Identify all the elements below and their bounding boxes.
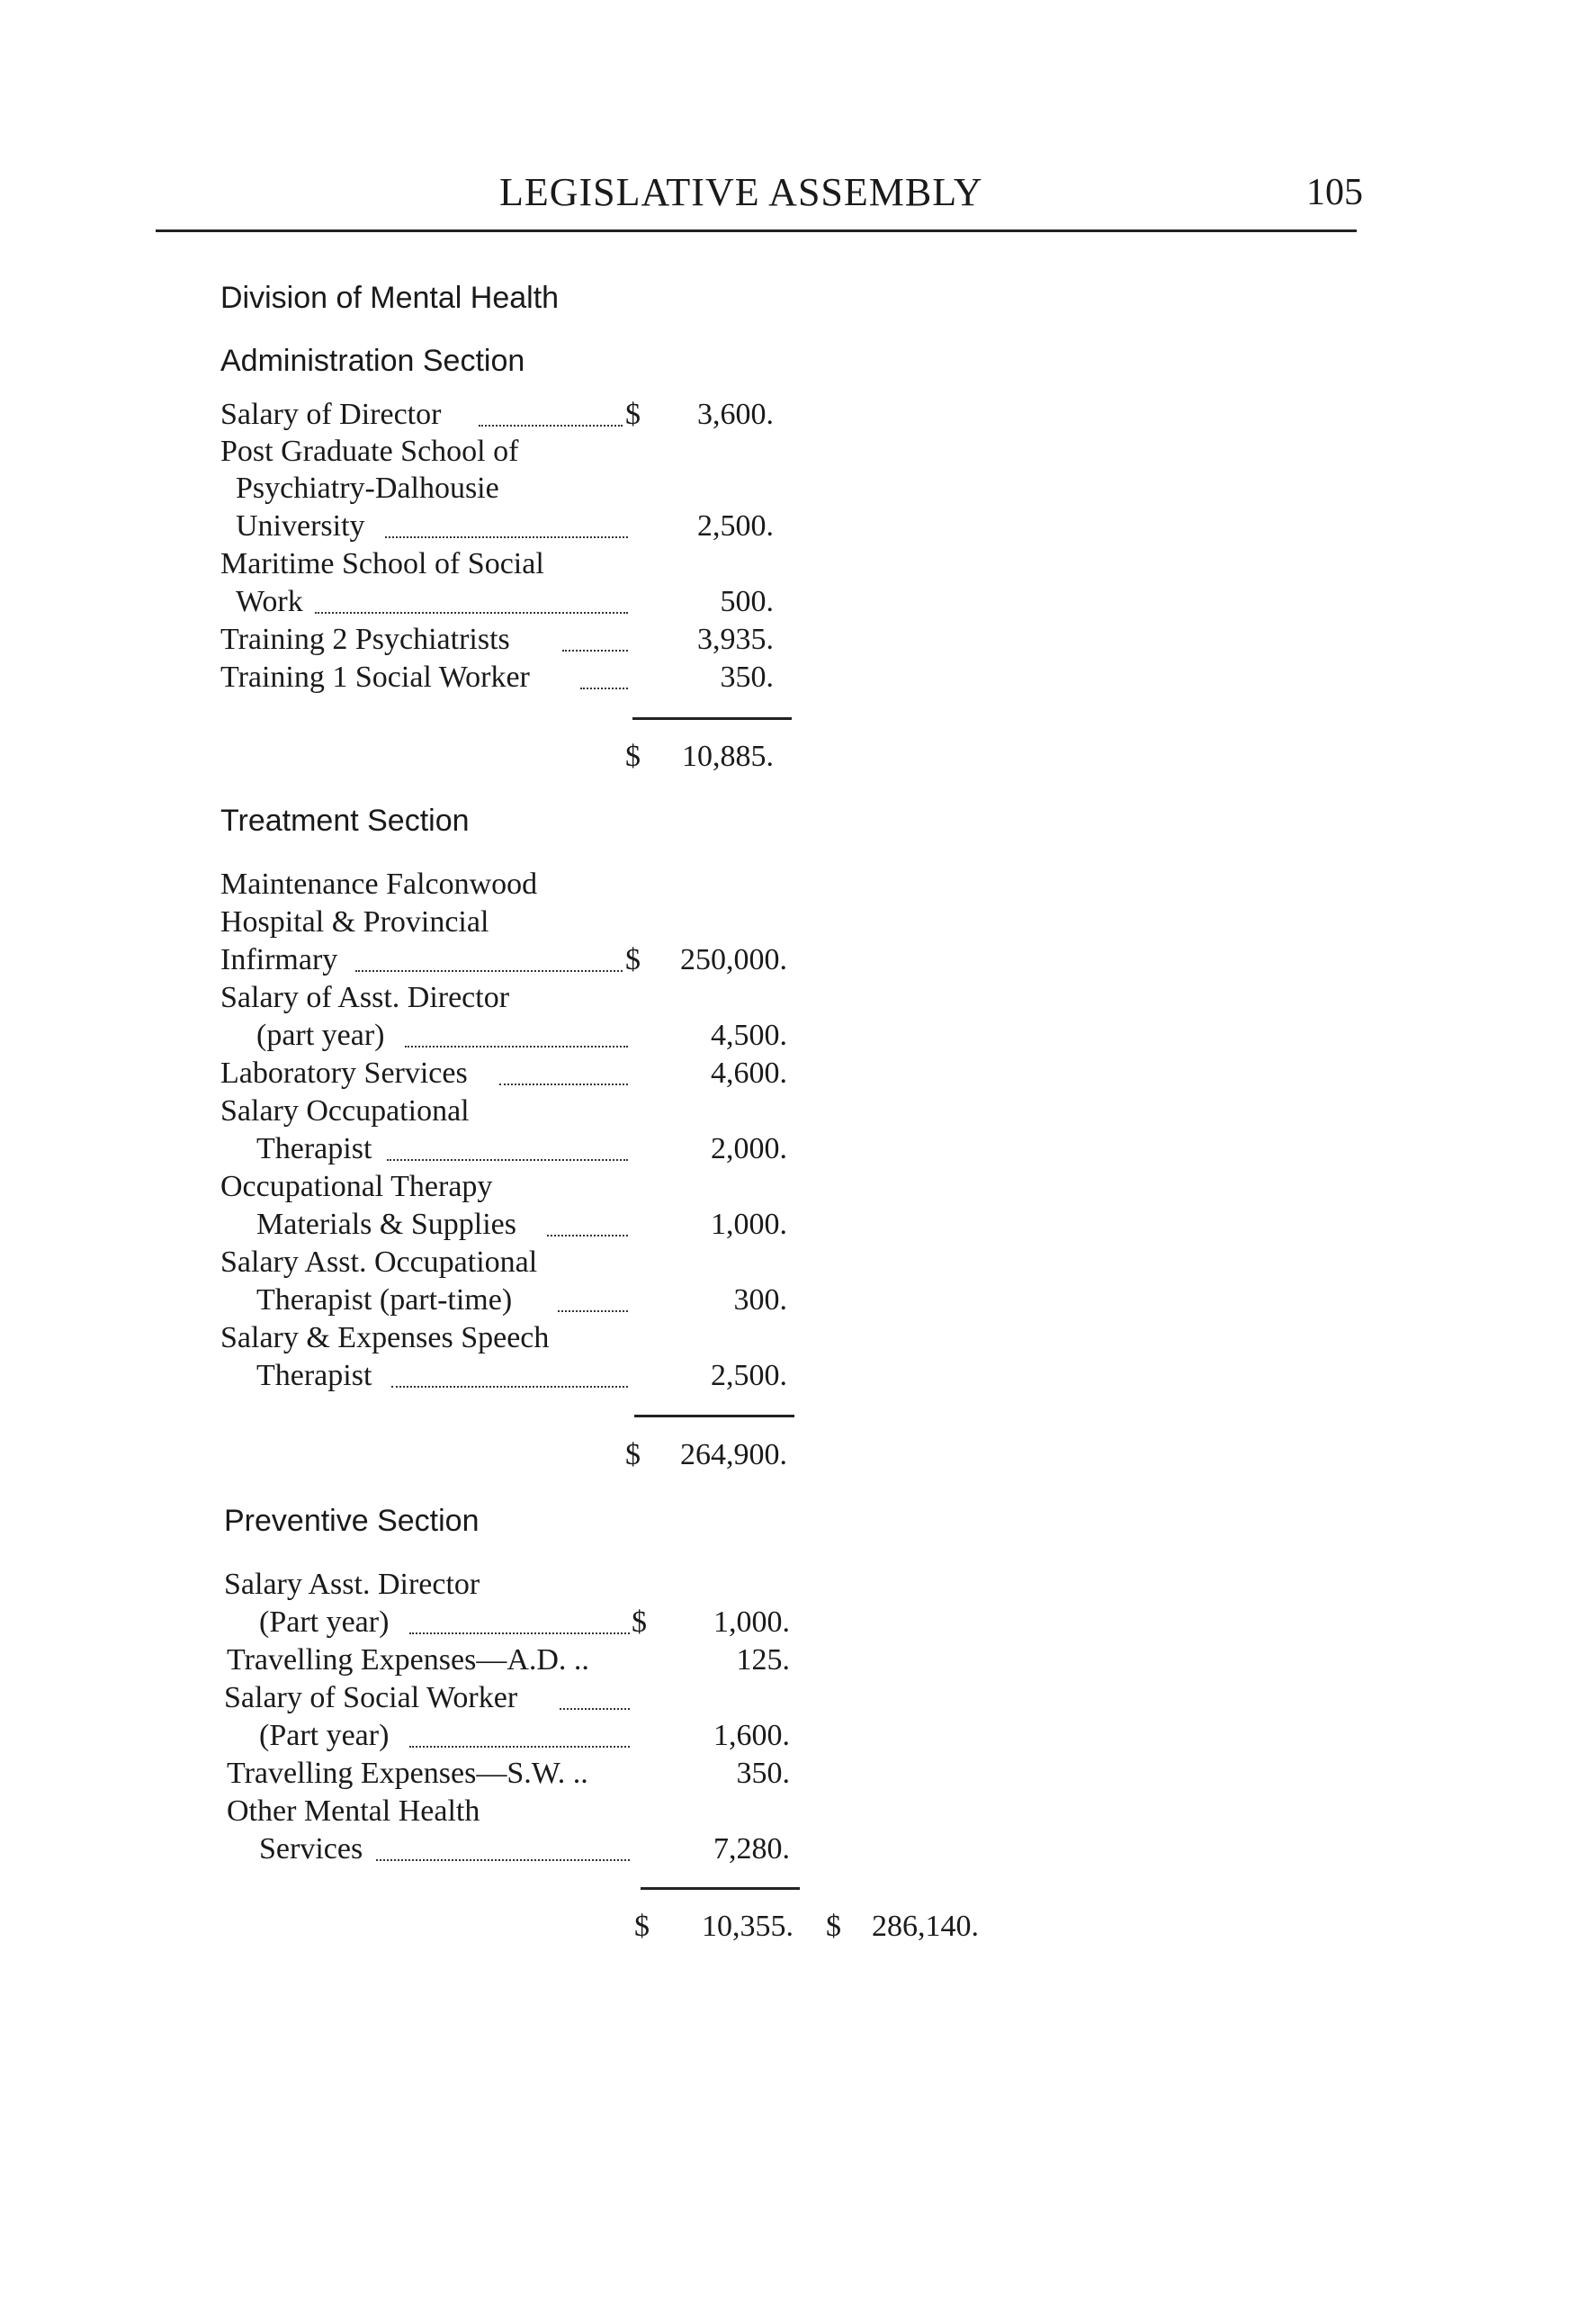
line-item-label: Occupational Therapy [220,1170,493,1203]
line-item-label: Other Mental Health [227,1794,480,1828]
section-title-treatment: Treatment Section [220,804,470,838]
line-item-amount: 500. [720,585,774,618]
dot-leader [547,1235,628,1236]
currency-sign: $ [625,943,641,976]
line-item-label: Salary of Asst. Director [220,981,510,1014]
line-item-amount: 350. [736,1757,790,1790]
dot-leader [580,688,628,689]
line-item-label: Maritime School of Social [220,547,544,580]
line-item-label: (Part year) [259,1605,390,1639]
section-title-preventive: Preventive Section [224,1504,480,1538]
division-title: Division of Mental Health [220,281,560,315]
currency-sign: $ [634,1910,650,1943]
dot-leader [405,1046,628,1048]
section-subtotal: 264,900. [680,1438,787,1471]
currency-sign: $ [625,398,641,431]
subtotal-rule [634,1415,794,1417]
line-item-amount: 2,000. [711,1132,787,1165]
line-item-amount: 1,600. [713,1719,790,1752]
line-item-label: Psychiatry-Dalhousie [236,472,499,505]
line-item-label: (Part year) [259,1719,390,1752]
line-item-label: Infirmary [220,943,338,976]
subtotal-rule [632,717,792,720]
line-item-amount: 4,600. [711,1057,787,1090]
line-item-label: (part year) [256,1019,385,1052]
section-title-administration: Administration Section [220,344,525,378]
line-item-amount: 3,600. [697,398,774,431]
line-item-label: Salary Occupational [220,1094,470,1128]
line-item-label: Salary of Social Worker [224,1681,518,1714]
line-item-amount: 125. [736,1643,790,1677]
dot-leader [409,1632,630,1634]
line-item-amount: 250,000. [680,943,787,976]
subtotal-rule [641,1887,800,1890]
dot-leader [479,425,623,427]
line-item-label: Post Graduate School of [220,435,519,468]
dot-leader [315,612,628,614]
dot-leader [560,1708,630,1710]
line-item-label: Therapist [256,1359,372,1392]
line-item-label: Salary Asst. Director [224,1568,480,1601]
line-item-amount: 2,500. [711,1359,787,1392]
line-item-label: Salary of Director [220,398,442,431]
dot-leader [499,1084,628,1085]
line-item-label: Maintenance Falconwood [220,868,538,901]
line-item-label: Training 1 Social Worker [220,661,530,694]
line-item-amount: 1,000. [713,1605,790,1639]
header-title: LEGISLATIVE ASSEMBLY [499,170,983,214]
line-item-amount: 1,000. [711,1208,787,1241]
currency-sign: $ [625,740,641,773]
line-item-label: Materials & Supplies [256,1208,516,1241]
line-item-label: Work [236,585,303,618]
dot-leader [391,1386,628,1388]
line-item-amount: 2,500. [697,509,774,543]
line-item-label: Salary & Expenses Speech [220,1321,550,1354]
line-item-amount: 7,280. [713,1832,790,1866]
line-item-label: Laboratory Services [220,1057,468,1090]
line-item-label: Training 2 Psychiatrists [220,623,510,656]
currency-sign: $ [625,1438,641,1471]
line-item-label: Therapist (part-time) [256,1283,513,1317]
dot-leader [385,536,628,538]
dot-leader [409,1746,630,1748]
line-item-label: Salary Asst. Occupational [220,1245,538,1279]
dot-leader [376,1859,630,1861]
line-item-amount: 300. [733,1283,787,1317]
dot-leader [355,970,623,972]
line-item-amount: 3,935. [697,623,774,656]
currency-sign: $ [632,1605,647,1639]
grand-total: 286,140. [872,1910,979,1943]
header-rule [156,229,1357,232]
line-item-label: Travelling Expenses—S.W. .. [227,1757,588,1790]
page-number: 105 [1306,172,1363,213]
currency-sign: $ [826,1910,841,1943]
line-item-label: Therapist [256,1132,372,1165]
line-item-label: Hospital & Provincial [220,905,489,939]
dot-leader [387,1159,628,1161]
line-item-amount: 350. [720,661,774,694]
section-subtotal: 10,355. [702,1910,794,1943]
line-item-amount: 4,500. [711,1019,787,1052]
line-item-label: University [236,509,365,543]
dot-leader [558,1310,628,1312]
line-item-label: Travelling Expenses—A.D. .. [227,1643,589,1677]
section-subtotal: 10,885. [682,740,774,773]
line-item-label: Services [259,1832,363,1866]
dot-leader [562,650,628,652]
